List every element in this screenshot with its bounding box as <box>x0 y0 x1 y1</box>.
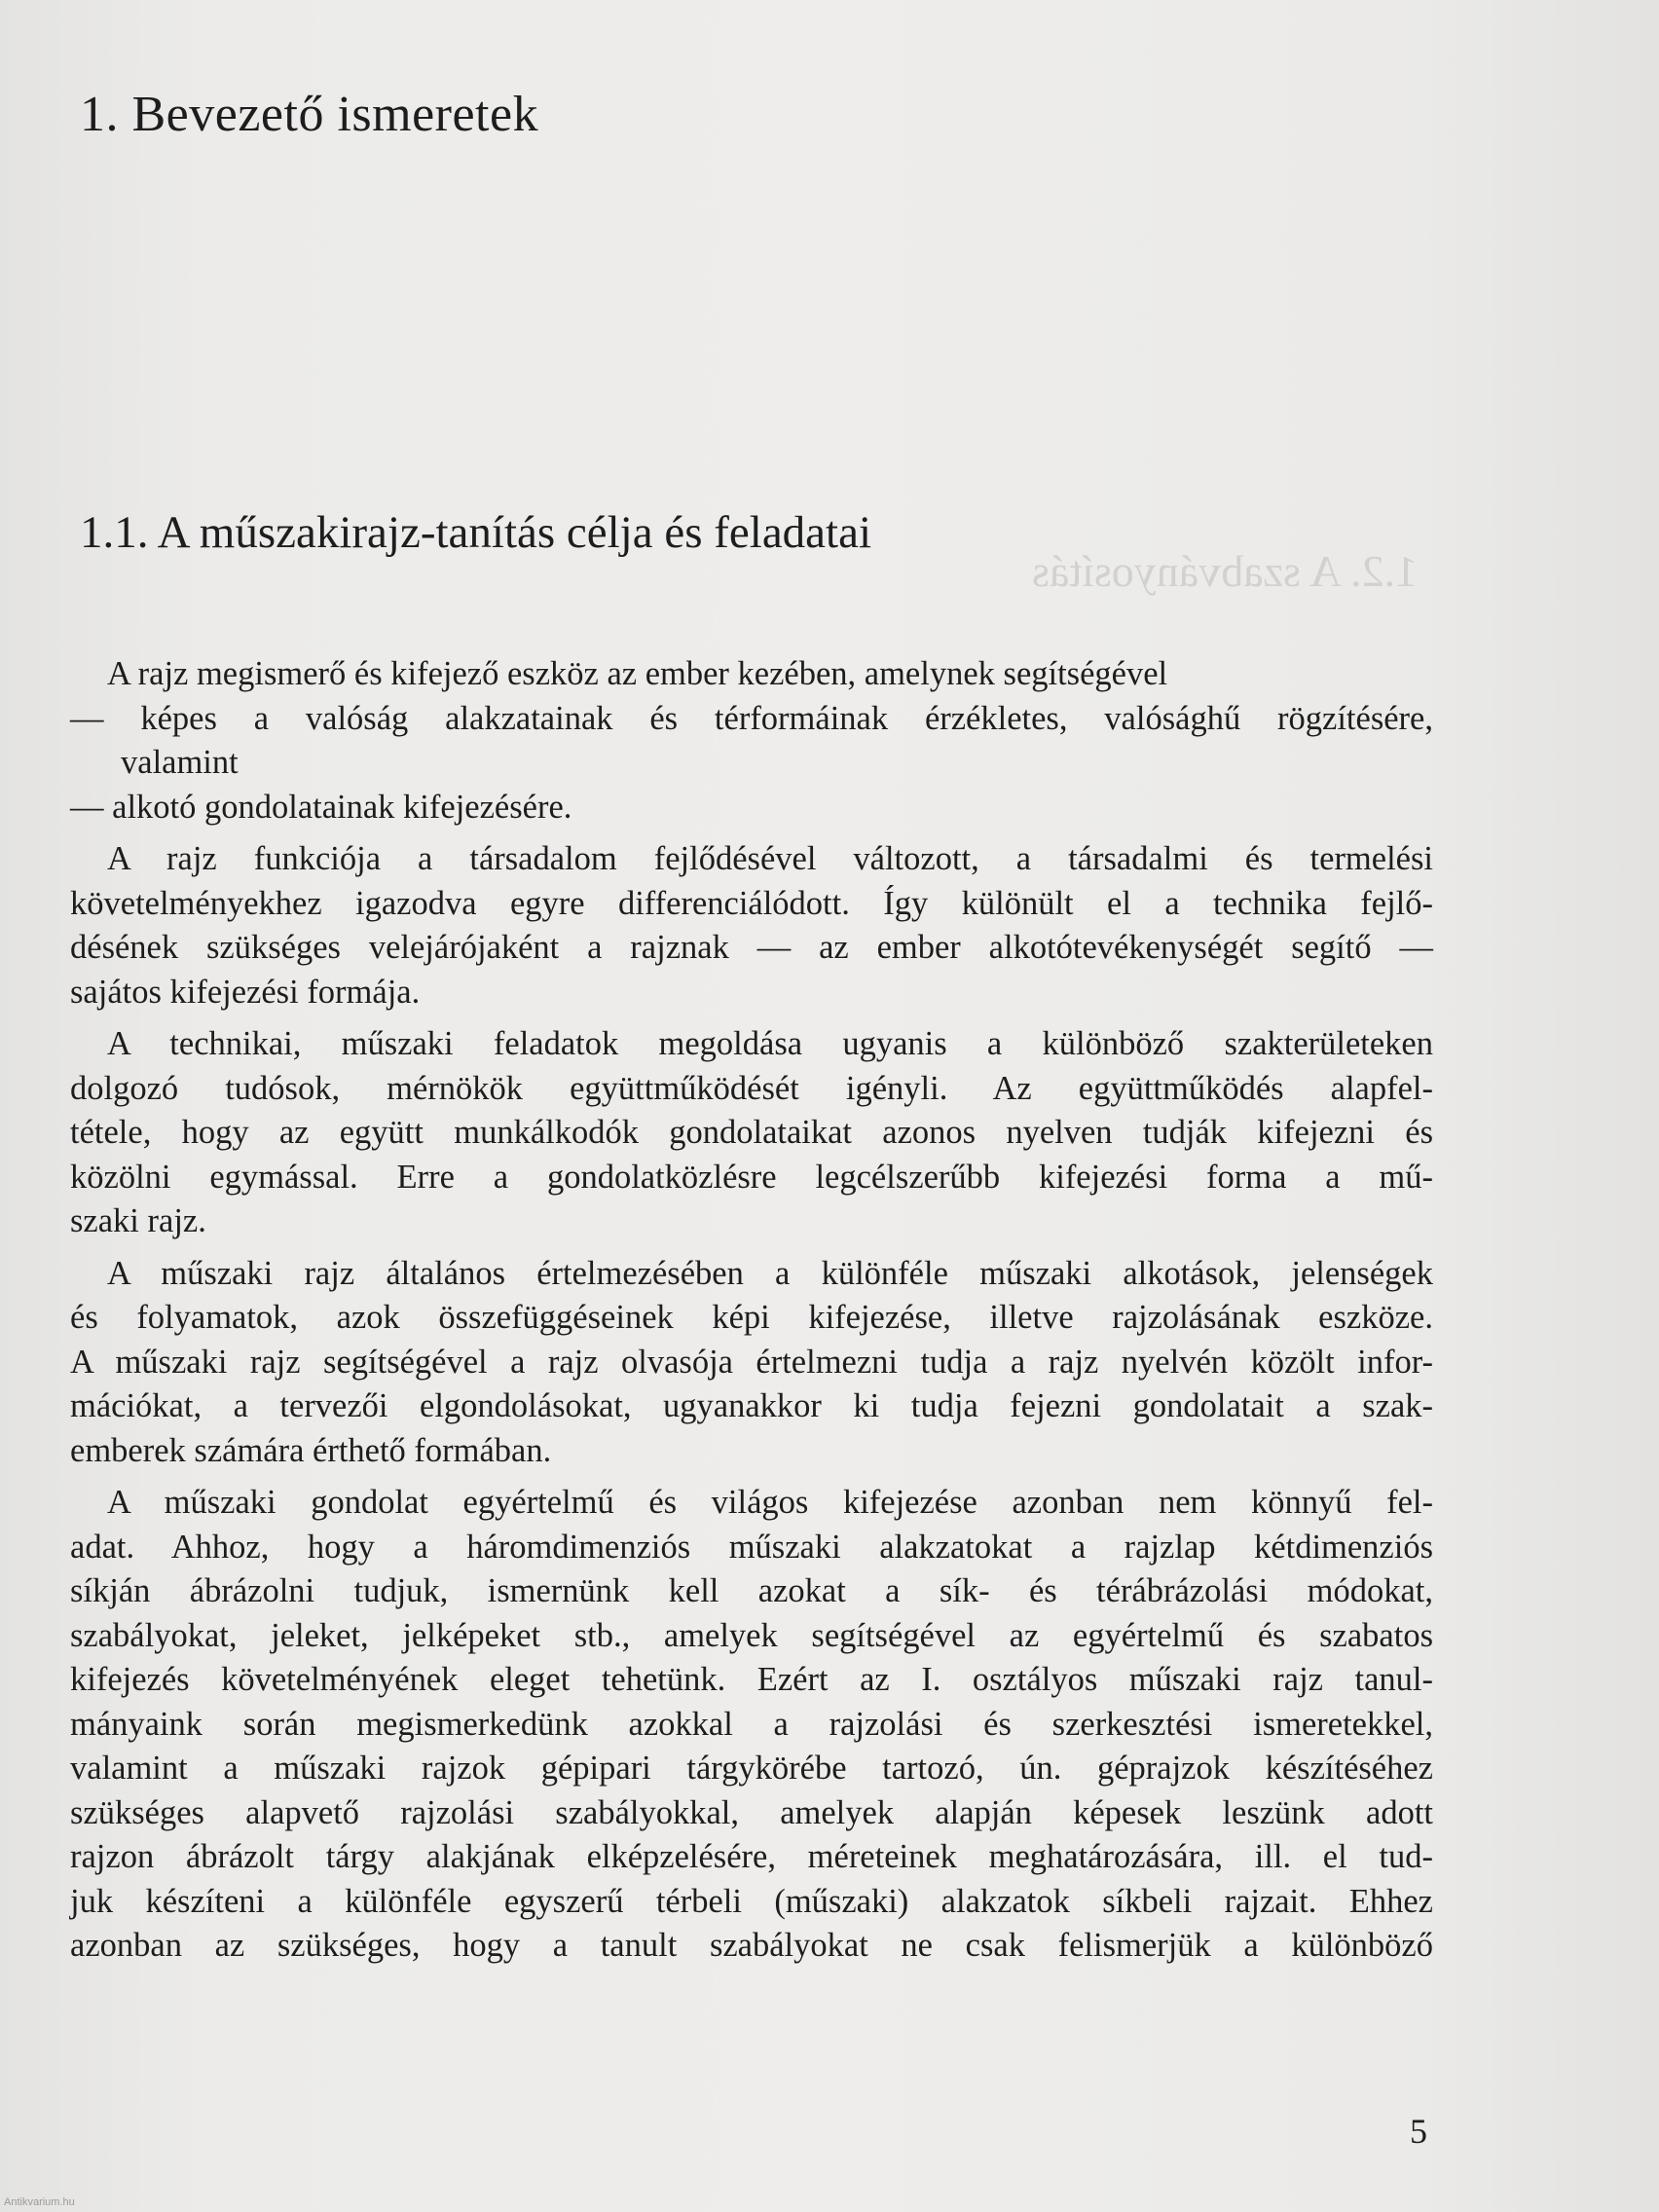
text-line: dolgozó tudósok, mérnökök együttműködését igényli. Az együttműködés alapfel- <box>70 1069 1433 1107</box>
bleed-through-text: 1.2. A szabványosítás <box>1032 546 1419 596</box>
text-line: A rajz megismerő és kifejező eszköz az ember kezében, amelynek segítségével <box>107 655 1168 692</box>
text-line: szaki rajz. <box>70 1202 206 1239</box>
list-item: — képes a valóság alakzatainak és térformáinak érzékletes, valósághű rögzítésére, <box>70 699 1433 737</box>
text-line: A technikai, műszaki feladatok megoldása ugyanis a különböző szakterületeken <box>107 1025 1433 1062</box>
text-line: désének szükséges velejárójaként a rajznak — az ember alkotótevékenységét segítő — <box>70 929 1433 966</box>
page-number: 5 <box>1410 2112 1427 2151</box>
chapter-title: 1. Bevezető ismeretek <box>80 87 539 142</box>
text-line: tétele, hogy az együtt munkálkodók gondolataikat azonos nyelven tudják kifejezni és <box>70 1114 1433 1151</box>
text-line: és folyamatok, azok összefüggéseinek képi kifejezése, illetve rajzolásának eszköze. <box>70 1299 1433 1336</box>
section-title: 1.1. A műszakirajz-tanítás célja és feladatai <box>80 507 872 558</box>
watermark: Antikvarium.hu <box>4 2196 75 2208</box>
text-line: adat. Ahhoz, hogy a háromdimenziós műszaki alakzatokat a rajzlap kétdimenziós <box>70 1528 1433 1566</box>
text-line: mányaink során megismerkedünk azokkal a rajzolási és szerkesztési ismeretekkel, <box>70 1705 1433 1743</box>
text-line: szabályokat, jeleket, jelképeket stb., amelyek segítségével az egyértelmű és szabatos <box>70 1616 1433 1654</box>
text-line: síkján ábrázolni tudjuk, ismernünk kell azokat a sík- és térábrázolási módokat, <box>70 1572 1433 1609</box>
text-line: A műszaki gondolat egyértelmű és világos kifejezése azonban nem könnyű fel- <box>107 1484 1433 1521</box>
text-line: kifejezés követelményének eleget tehetünk. Ezért az I. osztályos műszaki rajz tanul- <box>70 1661 1433 1698</box>
list-item: — alkotó gondolatainak kifejezésére. <box>70 788 572 826</box>
text-line: valamint a műszaki rajzok gépipari tárgykörébe tartozó, ún. géprajzok készítéséhez <box>70 1750 1433 1787</box>
text-line: A rajz funkciója a társadalom fejlődésével változott, a társadalmi és termelési <box>107 840 1433 877</box>
text-line: követelményekhez igazodva egyre differenciálódott. Így különült el a technika fejlő- <box>70 884 1433 922</box>
text-line: A műszaki rajz általános értelmezésében a különféle műszaki alkotások, jelenségek <box>107 1254 1433 1292</box>
text-line: valamint <box>121 744 239 781</box>
text-line: sajátos kifejezési formája. <box>70 973 421 1011</box>
text-line: rajzon ábrázolt tárgy alakjának elképzelésére, méreteinek meghatározására, ill. el tud- <box>70 1838 1433 1875</box>
text-line: mációkat, a tervezői elgondolásokat, ugyanakkor ki tudja fejezni gondolatait a szak- <box>70 1387 1433 1424</box>
text-line: emberek számára érthető formában. <box>70 1431 552 1469</box>
body-text <box>70 652 1433 1969</box>
text-line: A műszaki rajz segítségével a rajz olvasója értelmezni tudja a rajz nyelvén közölt infor- <box>70 1343 1433 1381</box>
text-line: azonban az szükséges, hogy a tanult szabályokat ne csak felismerjük a különböző <box>70 1927 1433 1964</box>
text-line: szükséges alapvető rajzolási szabályokkal, amelyek alapján képesek leszünk adott <box>70 1793 1433 1831</box>
text-line: juk készíteni a különféle egyszerű térbeli (műszaki) alakzatok síkbeli rajzait. Ehhez <box>70 1882 1433 1920</box>
text-line: közölni egymással. Erre a gondolatközlésre legcélszerűbb kifejezési forma a mű- <box>70 1158 1433 1196</box>
